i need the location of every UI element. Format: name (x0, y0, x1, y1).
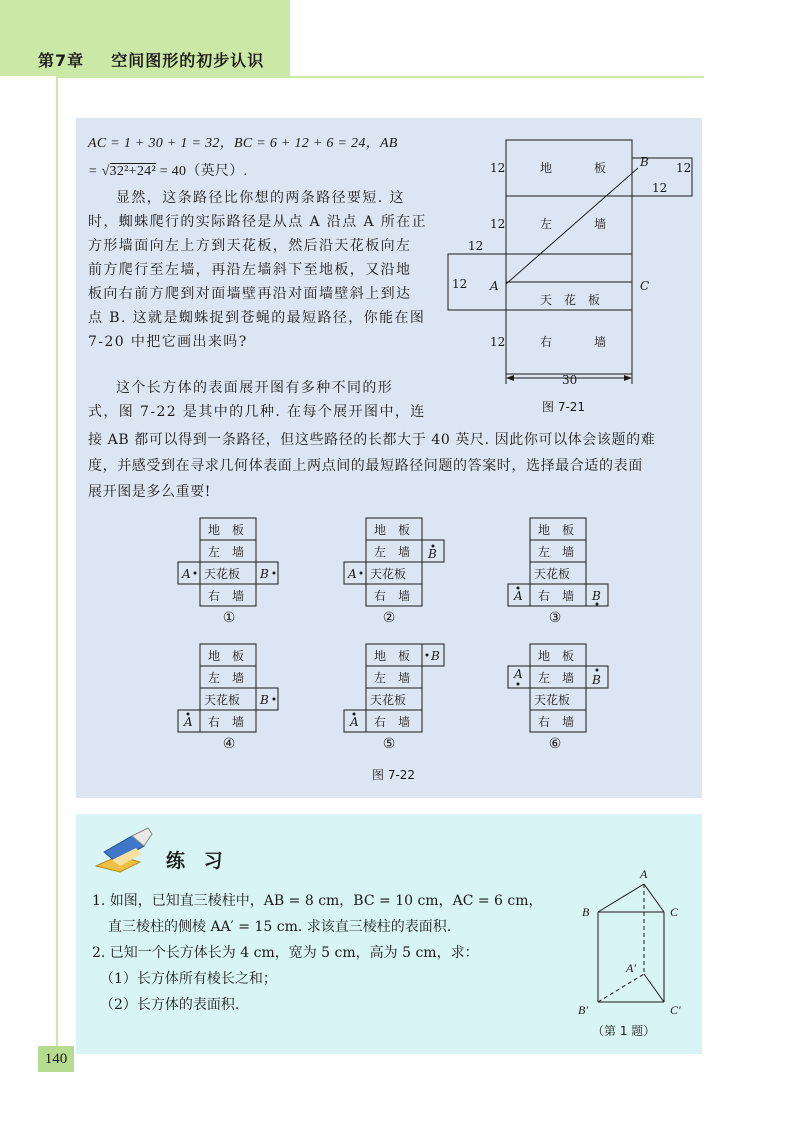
net3-ceiling: 天花板 (534, 567, 571, 581)
ceiling-label: 天 花 板 (540, 293, 601, 307)
net3-rightwall: 右 墙 (538, 589, 575, 603)
prism-B1: B′ (578, 1003, 588, 1017)
net6-floor: 地 板 (538, 649, 575, 663)
net1-A: A (182, 567, 191, 581)
para1-line-3: 方形墙面向左上方到天花板，然后沿天花板向左 (88, 238, 412, 254)
radicand: 32²+24² (109, 164, 156, 179)
face-right-wall (506, 310, 632, 374)
net6-rightwall: 右 墙 (538, 715, 575, 729)
floor-label-a: 地 (540, 161, 553, 175)
figure-7-22-caption: 图 7-22 (372, 768, 416, 782)
sqrt-icon: √ (101, 164, 110, 179)
path-AB (506, 168, 638, 284)
net4-ceiling: 天花板 (204, 693, 241, 707)
floor-label-b: 板 (594, 161, 607, 175)
net6-ceiling: 天花板 (534, 693, 571, 707)
net-3 (504, 516, 614, 612)
header-rule (56, 76, 704, 78)
chapter-number: 第7章 (38, 51, 85, 70)
para2-line-3: 接 AB 都可以得到一条路径，但这些路径的长都大于 40 英尺. 因此你可以体会该题的难 (88, 432, 656, 448)
net2-B: B (428, 547, 437, 561)
net4-rightwall: 右 墙 (208, 715, 245, 729)
exercise-figure-caption: （第 1 题） (592, 1024, 656, 1038)
net3-B: B (592, 589, 601, 603)
point-B-label: B (640, 155, 649, 169)
dim-12-leftwall: 12 (490, 217, 506, 231)
chapter-title (38, 48, 264, 71)
net4-A: A (184, 715, 193, 729)
dim-12-side-bottom: 12 (652, 181, 668, 195)
face-left-wall (506, 196, 632, 254)
net-3-number: ③ (548, 610, 562, 626)
net3-floor: 地 板 (538, 523, 575, 537)
face-floor (506, 140, 632, 196)
net5-rightwall: 右 墙 (374, 715, 411, 729)
net2-rightwall: 右 墙 (374, 589, 411, 603)
margin-rule (56, 76, 58, 1046)
prism-B: B (582, 905, 590, 919)
figure-7-21-caption: 图 7-21 (542, 400, 586, 414)
net6-leftwall: 左 墙 (538, 671, 575, 685)
rightwall-label-a: 右 (540, 335, 553, 349)
pencil-book-icon (92, 826, 156, 874)
prism-A1: A′ (626, 961, 636, 975)
dim-30-width: 30 (562, 373, 578, 387)
net1-rightwall: 右 墙 (208, 589, 245, 603)
net5-A: A (350, 715, 359, 729)
para2-line-2: 式，图 7-22 是其中的几种. 在每个展开图中，连 (88, 404, 426, 420)
net1-B: B (260, 567, 269, 581)
net-4-number: ④ (222, 736, 236, 752)
question-2-part-2: （2）长方体的表面积. (100, 997, 240, 1013)
prism-C1: C′ (670, 1003, 681, 1017)
net-5-number: ⑤ (382, 736, 396, 752)
net-4 (174, 642, 284, 738)
equation-line-2: = √32²+24² = 40（英尺）. (88, 164, 248, 179)
para1-line-7: 7-20 中把它画出来吗? (88, 334, 248, 350)
net-2 (340, 516, 450, 612)
para2-line-4: 度，并感受到在寻求几何体表面上两点间的最短路径问题的答案时，选择最合适的表面 (88, 458, 643, 474)
para1-line-5: 板向右前方爬到对面墙壁再沿对面墙壁斜上到达 (88, 286, 412, 302)
net3-leftwall: 左 墙 (538, 545, 575, 559)
figure-7-21 (444, 128, 704, 418)
net-6 (504, 642, 614, 738)
net5-ceiling: 天花板 (370, 693, 407, 707)
rightwall-label-b: 墙 (594, 335, 607, 349)
net4-leftwall: 左 墙 (208, 671, 245, 685)
prism-C: C (670, 905, 679, 919)
net-6-number: ⑥ (548, 736, 562, 752)
para1-line-6: 点 B. 这就是蜘蛛捉到苍蝇的最短路径，你能在图 (88, 310, 426, 326)
triangular-prism-figure (566, 862, 696, 1042)
leftwall-label-b: 墙 (594, 217, 607, 231)
net-2-number: ② (382, 610, 396, 626)
net3-A: A (514, 589, 523, 603)
net5-leftwall: 左 墙 (374, 671, 411, 685)
exercise-title: 练 习 (166, 850, 229, 872)
net4-floor: 地 板 (208, 649, 245, 663)
chapter-name: 空间图形的初步认识 (111, 51, 265, 70)
para1-line-1: 显然，这条路径比你想的两条路径要短. 这 (116, 190, 405, 206)
dim-12-side-top: 12 (468, 239, 484, 253)
net1-leftwall: 左 墙 (208, 545, 245, 559)
net-1 (174, 516, 284, 612)
net2-floor: 地 板 (374, 523, 411, 537)
leftwall-label-a: 左 (540, 217, 553, 231)
net4-B: B (260, 693, 269, 707)
dim-12-side-left: 12 (452, 277, 468, 291)
net2-ceiling: 天花板 (370, 567, 407, 581)
net1-ceiling: 天花板 (204, 567, 241, 581)
para2-line-5: 展开图是多么重要! (88, 484, 212, 500)
dim-12-floor: 12 (490, 161, 506, 175)
prism-A: A (640, 867, 648, 881)
para1-line-4: 前方爬行至左墙，再沿左墙斜下至地板，又沿地 (88, 262, 412, 278)
cuboid-net-diagram (444, 128, 704, 418)
point-C-label: C (640, 279, 650, 293)
question-1-line-2: 直三棱柱的侧棱 AA′ = 15 cm. 求该直三棱柱的表面积. (108, 919, 452, 935)
dim-12-side-right: 12 (676, 161, 692, 175)
point-A-label: A (490, 279, 499, 293)
para1-line-2: 时，蜘蛛爬行的实际路径是从点 A 沿点 A 所在正 (88, 214, 428, 230)
net1-floor: 地 板 (208, 523, 245, 537)
net5-B: B (431, 649, 440, 663)
question-1-line-1: 1. 如图，已知直三棱柱中，AB = 8 cm，BC = 10 cm，AC = 6 cm， (92, 893, 543, 909)
question-2: 2. 已知一个长方体长为 4 cm，宽为 5 cm，高为 5 cm，求： (92, 945, 479, 961)
question-2-part-1: （1）长方体所有棱长之和； (100, 971, 277, 987)
dim-12-rightwall: 12 (490, 335, 506, 349)
net-5 (340, 642, 450, 738)
para2-line-1: 这个长方体的表面展开图有多种不同的形 (116, 380, 394, 396)
net2-A: A (348, 567, 357, 581)
net6-A: A (514, 667, 523, 681)
net6-B: B (592, 673, 601, 687)
equation-line-1: AC = 1 + 30 + 1 = 32，BC = 6 + 12 + 6 = 24，AB (88, 136, 398, 151)
net5-floor: 地 板 (374, 649, 411, 663)
net-1-number: ① (222, 610, 236, 626)
page-number: 140 (38, 1046, 74, 1072)
net2-leftwall: 左 墙 (374, 545, 411, 559)
